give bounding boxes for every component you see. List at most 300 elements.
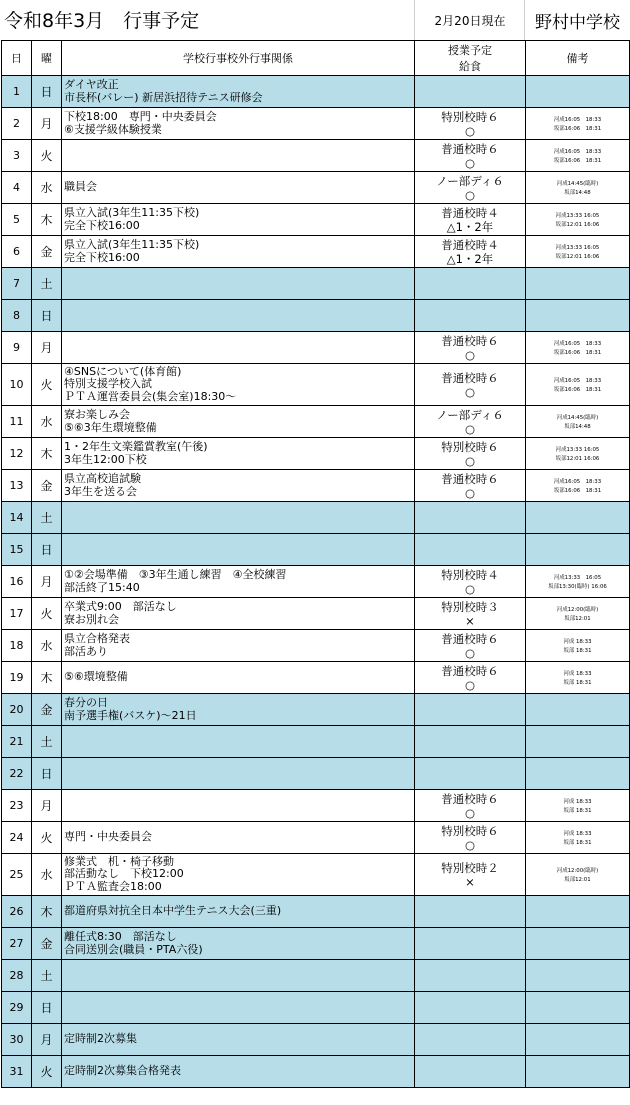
notes-cell [526, 364, 630, 406]
weekday-cell: 金 [32, 694, 62, 726]
classes-cell [415, 598, 526, 630]
events-cell [62, 854, 415, 896]
classes-cell [415, 1024, 526, 1056]
event-line: 3年生12:00下校 [64, 452, 147, 466]
weekday-cell: 月 [32, 1024, 62, 1056]
classes-cell [415, 470, 526, 502]
weekday-cell: 日 [32, 758, 62, 790]
classes-cell [415, 694, 526, 726]
events-cell [62, 108, 415, 140]
note-line: 河成16:05 18:33 [553, 376, 602, 384]
event-line: 離任式8:30 部活なし [64, 930, 177, 943]
weekday-cell: 水 [32, 854, 62, 896]
class-schedule: 普通校時６ [441, 370, 499, 385]
table-row [2, 896, 630, 928]
lunch-mark: ○ [464, 837, 476, 852]
classes-cell [415, 822, 526, 854]
classes-cell [415, 726, 526, 758]
day-cell: 27 [2, 928, 32, 960]
notes-cell [526, 76, 630, 108]
notes-cell [526, 896, 630, 928]
day-cell: 21 [2, 726, 32, 758]
day-cell: 18 [2, 630, 32, 662]
note-line: 坂部 18:31 [563, 678, 592, 686]
notes-cell [526, 268, 630, 300]
class-schedule: 特別校時４ [441, 567, 499, 582]
day-cell: 24 [2, 822, 32, 854]
lunch-mark: × [465, 874, 475, 889]
classes-cell [415, 566, 526, 598]
day-cell: 28 [2, 960, 32, 992]
notes-cell [526, 960, 630, 992]
table-row [2, 438, 630, 470]
classes-cell [415, 992, 526, 1024]
events-cell [62, 438, 415, 470]
event-line: 下校18:00 専門・中央委員会 [64, 110, 217, 123]
events-cell [62, 172, 415, 204]
class-schedule: 普通校時６ [441, 791, 499, 806]
event-line: 南予選手権(バスケ)～21日 [64, 708, 197, 722]
col-header-notes: 備考 [526, 41, 630, 76]
weekday-cell: 金 [32, 236, 62, 268]
class-schedule: 特別校時６ [441, 823, 499, 838]
day-cell: 14 [2, 502, 32, 534]
day-cell: 30 [2, 1024, 32, 1056]
as-of-date: 2月20日現在 [434, 14, 506, 28]
weekday-cell: 日 [32, 992, 62, 1024]
weekday-cell: 土 [32, 726, 62, 758]
notes-cell [526, 1024, 630, 1056]
events-cell [62, 364, 415, 406]
note-line: 河成13:33 16:05 [555, 445, 600, 453]
event-line: ⑥支援学級体験授業 [64, 122, 162, 136]
table-header-row [2, 41, 630, 76]
table-row [2, 204, 630, 236]
lunch-mark: △1・2年 [446, 251, 494, 266]
event-line: 部活終了15:40 [64, 580, 140, 594]
class-schedule: ノー部ディ６ [436, 173, 504, 188]
lunch-mark: ○ [464, 155, 476, 170]
lunch-mark: ○ [464, 805, 476, 820]
notes-cell [526, 694, 630, 726]
notes-cell [526, 1056, 630, 1088]
day-cell: 23 [2, 790, 32, 822]
events-cell [62, 406, 415, 438]
day-cell: 26 [2, 896, 32, 928]
event-line: 卒業式9:00 部活なし [64, 600, 177, 613]
events-cell [62, 960, 415, 992]
notes-cell [526, 928, 630, 960]
table-row [2, 108, 630, 140]
classes-cell [415, 1056, 526, 1088]
weekday-cell: 水 [32, 406, 62, 438]
note-line: 坂部 18:31 [563, 646, 592, 654]
lunch-mark: ○ [464, 453, 476, 468]
events-cell [62, 300, 415, 332]
events-cell [62, 140, 415, 172]
note-line: 坂部12:01 [564, 875, 591, 883]
classes-cell [415, 854, 526, 896]
table-row [2, 726, 630, 758]
class-schedule: 普通校時６ [441, 471, 499, 486]
classes-cell [415, 364, 526, 406]
notes-cell [526, 204, 630, 236]
notes-cell [526, 726, 630, 758]
events-cell [62, 566, 415, 598]
note-line: 坂部12:01 16:06 [555, 454, 600, 462]
classes-cell [415, 172, 526, 204]
day-cell: 12 [2, 438, 32, 470]
class-schedule: 特別校時３ [441, 599, 499, 614]
weekday-cell: 火 [32, 140, 62, 172]
notes-cell [526, 470, 630, 502]
classes-cell [415, 140, 526, 172]
class-schedule: 普通校時６ [441, 663, 499, 678]
table-row [2, 960, 630, 992]
note-line: 坂部12:01 16:06 [555, 252, 600, 260]
day-cell: 29 [2, 992, 32, 1024]
event-line: 部活あり [64, 644, 108, 658]
table-row [2, 140, 630, 172]
note-line: 坂部 18:31 [563, 838, 592, 846]
note-line: 河成 18:33 [563, 669, 592, 677]
table-row [2, 470, 630, 502]
table-row [2, 76, 630, 108]
table-row [2, 854, 630, 896]
class-schedule: 特別校時２ [441, 860, 499, 875]
table-row [2, 790, 630, 822]
event-line: 部活動なし 下校12:00 [64, 867, 184, 881]
notes-cell [526, 108, 630, 140]
notes-cell [526, 300, 630, 332]
class-schedule: ノー部ディ６ [436, 407, 504, 422]
class-schedule: 特別校時６ [441, 439, 499, 454]
col-header-events: 学校行事校外行事関係 [62, 41, 415, 76]
events-cell [62, 76, 415, 108]
event-line: 寮お別れ会 [64, 612, 119, 626]
weekday-cell: 火 [32, 822, 62, 854]
lunch-mark: ○ [464, 421, 476, 436]
classes-cell [415, 630, 526, 662]
events-cell [62, 534, 415, 566]
notes-cell [526, 438, 630, 470]
events-cell [62, 204, 415, 236]
notes-cell [526, 662, 630, 694]
table-row [2, 502, 630, 534]
notes-cell [526, 534, 630, 566]
table-row [2, 598, 630, 630]
lunch-mark: ○ [464, 384, 476, 399]
notes-cell [526, 598, 630, 630]
table-row [2, 236, 630, 268]
classes-cell [415, 438, 526, 470]
events-cell [62, 822, 415, 854]
weekday-cell: 月 [32, 108, 62, 140]
note-line: 河成 18:33 [563, 829, 592, 837]
notes-cell [526, 236, 630, 268]
event-line: 完全下校16:00 [64, 218, 140, 232]
day-cell: 11 [2, 406, 32, 438]
weekday-cell: 火 [32, 364, 62, 406]
note-line: 坂部16:06 18:31 [553, 124, 602, 132]
lunch-mark: ○ [464, 123, 476, 138]
weekday-cell: 金 [32, 928, 62, 960]
event-line: 寮お楽しみ会 [64, 408, 130, 421]
event-line: 3年生を送る会 [64, 484, 137, 498]
classes-cell [415, 204, 526, 236]
classes-cell [415, 758, 526, 790]
classes-cell [415, 76, 526, 108]
table-row [2, 406, 630, 438]
event-line: 職員会 [64, 180, 97, 194]
event-line: 県立高校追試験 [64, 472, 141, 485]
note-line: 河成14:45(臨時) [556, 413, 599, 421]
table-row [2, 268, 630, 300]
events-cell [62, 630, 415, 662]
event-line: 定時制2次募集合格発表 [64, 1064, 181, 1078]
events-cell [62, 758, 415, 790]
events-cell [62, 662, 415, 694]
note-line: 河成16:05 18:33 [553, 147, 602, 155]
classes-cell [415, 332, 526, 364]
weekday-cell: 日 [32, 76, 62, 108]
weekday-cell: 月 [32, 790, 62, 822]
table-row [2, 300, 630, 332]
notes-cell [526, 822, 630, 854]
events-cell [62, 1056, 415, 1088]
day-cell: 9 [2, 332, 32, 364]
classes-cell [415, 300, 526, 332]
events-cell [62, 598, 415, 630]
weekday-cell: 木 [32, 896, 62, 928]
note-line: 坂部13:30(臨時) 16:06 [548, 582, 607, 590]
class-schedule: 普通校時４ [441, 237, 499, 252]
event-line: 合同送別会(職員・PTA六役) [64, 942, 203, 956]
event-line: ⑤⑥環境整備 [64, 670, 128, 684]
weekday-cell: 月 [32, 566, 62, 598]
classes-cell [415, 406, 526, 438]
col-header-weekday: 曜 [32, 41, 62, 76]
notes-cell [526, 332, 630, 364]
day-cell: 5 [2, 204, 32, 236]
table-row [2, 694, 630, 726]
note-line: 河成14:45(臨時) [556, 179, 599, 187]
note-line: 河成 18:33 [563, 637, 592, 645]
table-row [2, 630, 630, 662]
event-line: 完全下校16:00 [64, 250, 140, 264]
note-line: 坂部16:06 18:31 [553, 486, 602, 494]
weekday-cell: 木 [32, 438, 62, 470]
day-cell: 19 [2, 662, 32, 694]
day-cell: 1 [2, 76, 32, 108]
page-title: 令和8年3月 行事予定 [4, 10, 200, 32]
table-row [2, 364, 630, 406]
col-header-classes-line2: 給食 [459, 60, 481, 73]
weekday-cell: 火 [32, 598, 62, 630]
schedule-table [1, 40, 630, 1088]
note-line: 坂部12:01 16:06 [555, 220, 600, 228]
event-line: 県立入試(3年生11:35下校) [64, 206, 200, 219]
note-line: 坂部 18:31 [563, 806, 592, 814]
day-cell: 15 [2, 534, 32, 566]
note-line: 坂部16:06 18:31 [553, 385, 602, 393]
event-line: ダイヤ改正 [64, 78, 119, 91]
notes-cell [526, 854, 630, 896]
notes-cell [526, 140, 630, 172]
day-cell: 4 [2, 172, 32, 204]
events-cell [62, 470, 415, 502]
lunch-mark: ○ [464, 187, 476, 202]
day-cell: 13 [2, 470, 32, 502]
classes-cell [415, 928, 526, 960]
note-line: 河成13:33 16:05 [555, 211, 600, 219]
classes-cell [415, 534, 526, 566]
lunch-mark: ○ [464, 347, 476, 362]
classes-cell [415, 236, 526, 268]
weekday-cell: 土 [32, 268, 62, 300]
table-row [2, 758, 630, 790]
table-row [2, 172, 630, 204]
event-line: 市長杯(バレー) 新居浜招待テニス研修会 [64, 90, 263, 104]
note-line: 河成13:33 16:05 [555, 243, 600, 251]
events-cell [62, 236, 415, 268]
note-line: 坂部16:06 18:31 [553, 156, 602, 164]
weekday-cell: 日 [32, 534, 62, 566]
table-row [2, 928, 630, 960]
weekday-cell: 火 [32, 1056, 62, 1088]
event-line: ⑤⑥3年生環境整備 [64, 420, 157, 434]
notes-cell [526, 406, 630, 438]
events-cell [62, 726, 415, 758]
note-line: 河成16:05 18:33 [553, 115, 602, 123]
note-line: 河成16:05 18:33 [553, 339, 602, 347]
weekday-cell: 土 [32, 502, 62, 534]
table-row [2, 332, 630, 364]
note-line: 河成12:00(臨時) [556, 866, 599, 874]
event-line: 1・2年生文楽鑑賞教室(午後) [64, 440, 208, 453]
events-cell [62, 992, 415, 1024]
event-line: 定時制2次募集 [64, 1032, 137, 1046]
table-row [2, 1024, 630, 1056]
note-line: 河成12:00(臨時) [556, 605, 599, 613]
event-line: ＰＴＡ運営委員会(集会室)18:30～ [64, 389, 237, 403]
table-row [2, 1056, 630, 1088]
table-row [2, 566, 630, 598]
notes-cell [526, 992, 630, 1024]
title-row [0, 0, 630, 40]
events-cell [62, 790, 415, 822]
event-line: ④SNSについて(体育館) [64, 364, 182, 378]
day-cell: 3 [2, 140, 32, 172]
day-cell: 22 [2, 758, 32, 790]
classes-cell [415, 502, 526, 534]
weekday-cell: 木 [32, 662, 62, 694]
weekday-cell: 金 [32, 470, 62, 502]
event-line: ①②会場準備 ③3年生通し練習 ④全校練習 [64, 568, 287, 581]
notes-cell [526, 502, 630, 534]
col-header-classes-line1: 授業予定 [448, 44, 492, 57]
note-line: 河成 18:33 [563, 797, 592, 805]
day-cell: 20 [2, 694, 32, 726]
class-schedule: 普通校時６ [441, 631, 499, 646]
note-line: 坂部12:01 [564, 614, 591, 622]
lunch-mark: ○ [464, 581, 476, 596]
table-row [2, 534, 630, 566]
table-row [2, 992, 630, 1024]
classes-cell [415, 790, 526, 822]
events-cell [62, 1024, 415, 1056]
lunch-mark: ○ [464, 645, 476, 660]
class-schedule: 普通校時４ [441, 205, 499, 220]
note-line: 坂部14:48 [564, 422, 591, 430]
note-line: 河成16:05 18:33 [553, 477, 602, 485]
event-line: 県立入試(3年生11:35下校) [64, 238, 200, 251]
note-line: 河成13:33 16:05 [553, 573, 602, 581]
weekday-cell: 水 [32, 630, 62, 662]
lunch-mark: ○ [464, 677, 476, 692]
event-line: 都道府県対抗全日本中学生テニス大会(三重) [64, 904, 282, 918]
table-row [2, 822, 630, 854]
notes-cell [526, 758, 630, 790]
day-cell: 6 [2, 236, 32, 268]
class-schedule: 普通校時６ [441, 141, 499, 156]
day-cell: 10 [2, 364, 32, 406]
classes-cell [415, 268, 526, 300]
class-schedule: 特別校時６ [441, 109, 499, 124]
weekday-cell: 木 [32, 204, 62, 236]
weekday-cell: 土 [32, 960, 62, 992]
event-line: 修業式 机・椅子移動 [64, 854, 174, 868]
weekday-cell: 日 [32, 300, 62, 332]
day-cell: 7 [2, 268, 32, 300]
classes-cell [415, 896, 526, 928]
events-cell [62, 332, 415, 364]
table-row [2, 662, 630, 694]
event-line: 専門・中央委員会 [64, 830, 152, 844]
weekday-cell: 月 [32, 332, 62, 364]
classes-cell [415, 960, 526, 992]
events-cell [62, 268, 415, 300]
day-cell: 16 [2, 566, 32, 598]
class-schedule: 普通校時６ [441, 333, 499, 348]
event-line: 特別支援学校入試 [64, 377, 152, 391]
notes-cell [526, 630, 630, 662]
notes-cell [526, 566, 630, 598]
event-line: ＰＴＡ監査会18:00 [64, 879, 162, 893]
school-name: 野村中学校 [535, 13, 620, 33]
lunch-mark: △1・2年 [446, 219, 494, 234]
col-header-classes [415, 41, 526, 76]
day-cell: 31 [2, 1056, 32, 1088]
lunch-mark: ○ [464, 485, 476, 500]
event-line: 県立合格発表 [64, 632, 130, 645]
lunch-mark: × [465, 613, 475, 628]
note-line: 坂部16:06 18:31 [553, 348, 602, 356]
note-line: 坂部14:48 [564, 188, 591, 196]
events-cell [62, 694, 415, 726]
col-header-day: 日 [2, 41, 32, 76]
day-cell: 2 [2, 108, 32, 140]
weekday-cell: 水 [32, 172, 62, 204]
notes-cell [526, 790, 630, 822]
notes-cell [526, 172, 630, 204]
classes-cell [415, 662, 526, 694]
event-line: 春分の日 [64, 696, 108, 709]
events-cell [62, 928, 415, 960]
day-cell: 25 [2, 854, 32, 896]
day-cell: 17 [2, 598, 32, 630]
events-cell [62, 502, 415, 534]
